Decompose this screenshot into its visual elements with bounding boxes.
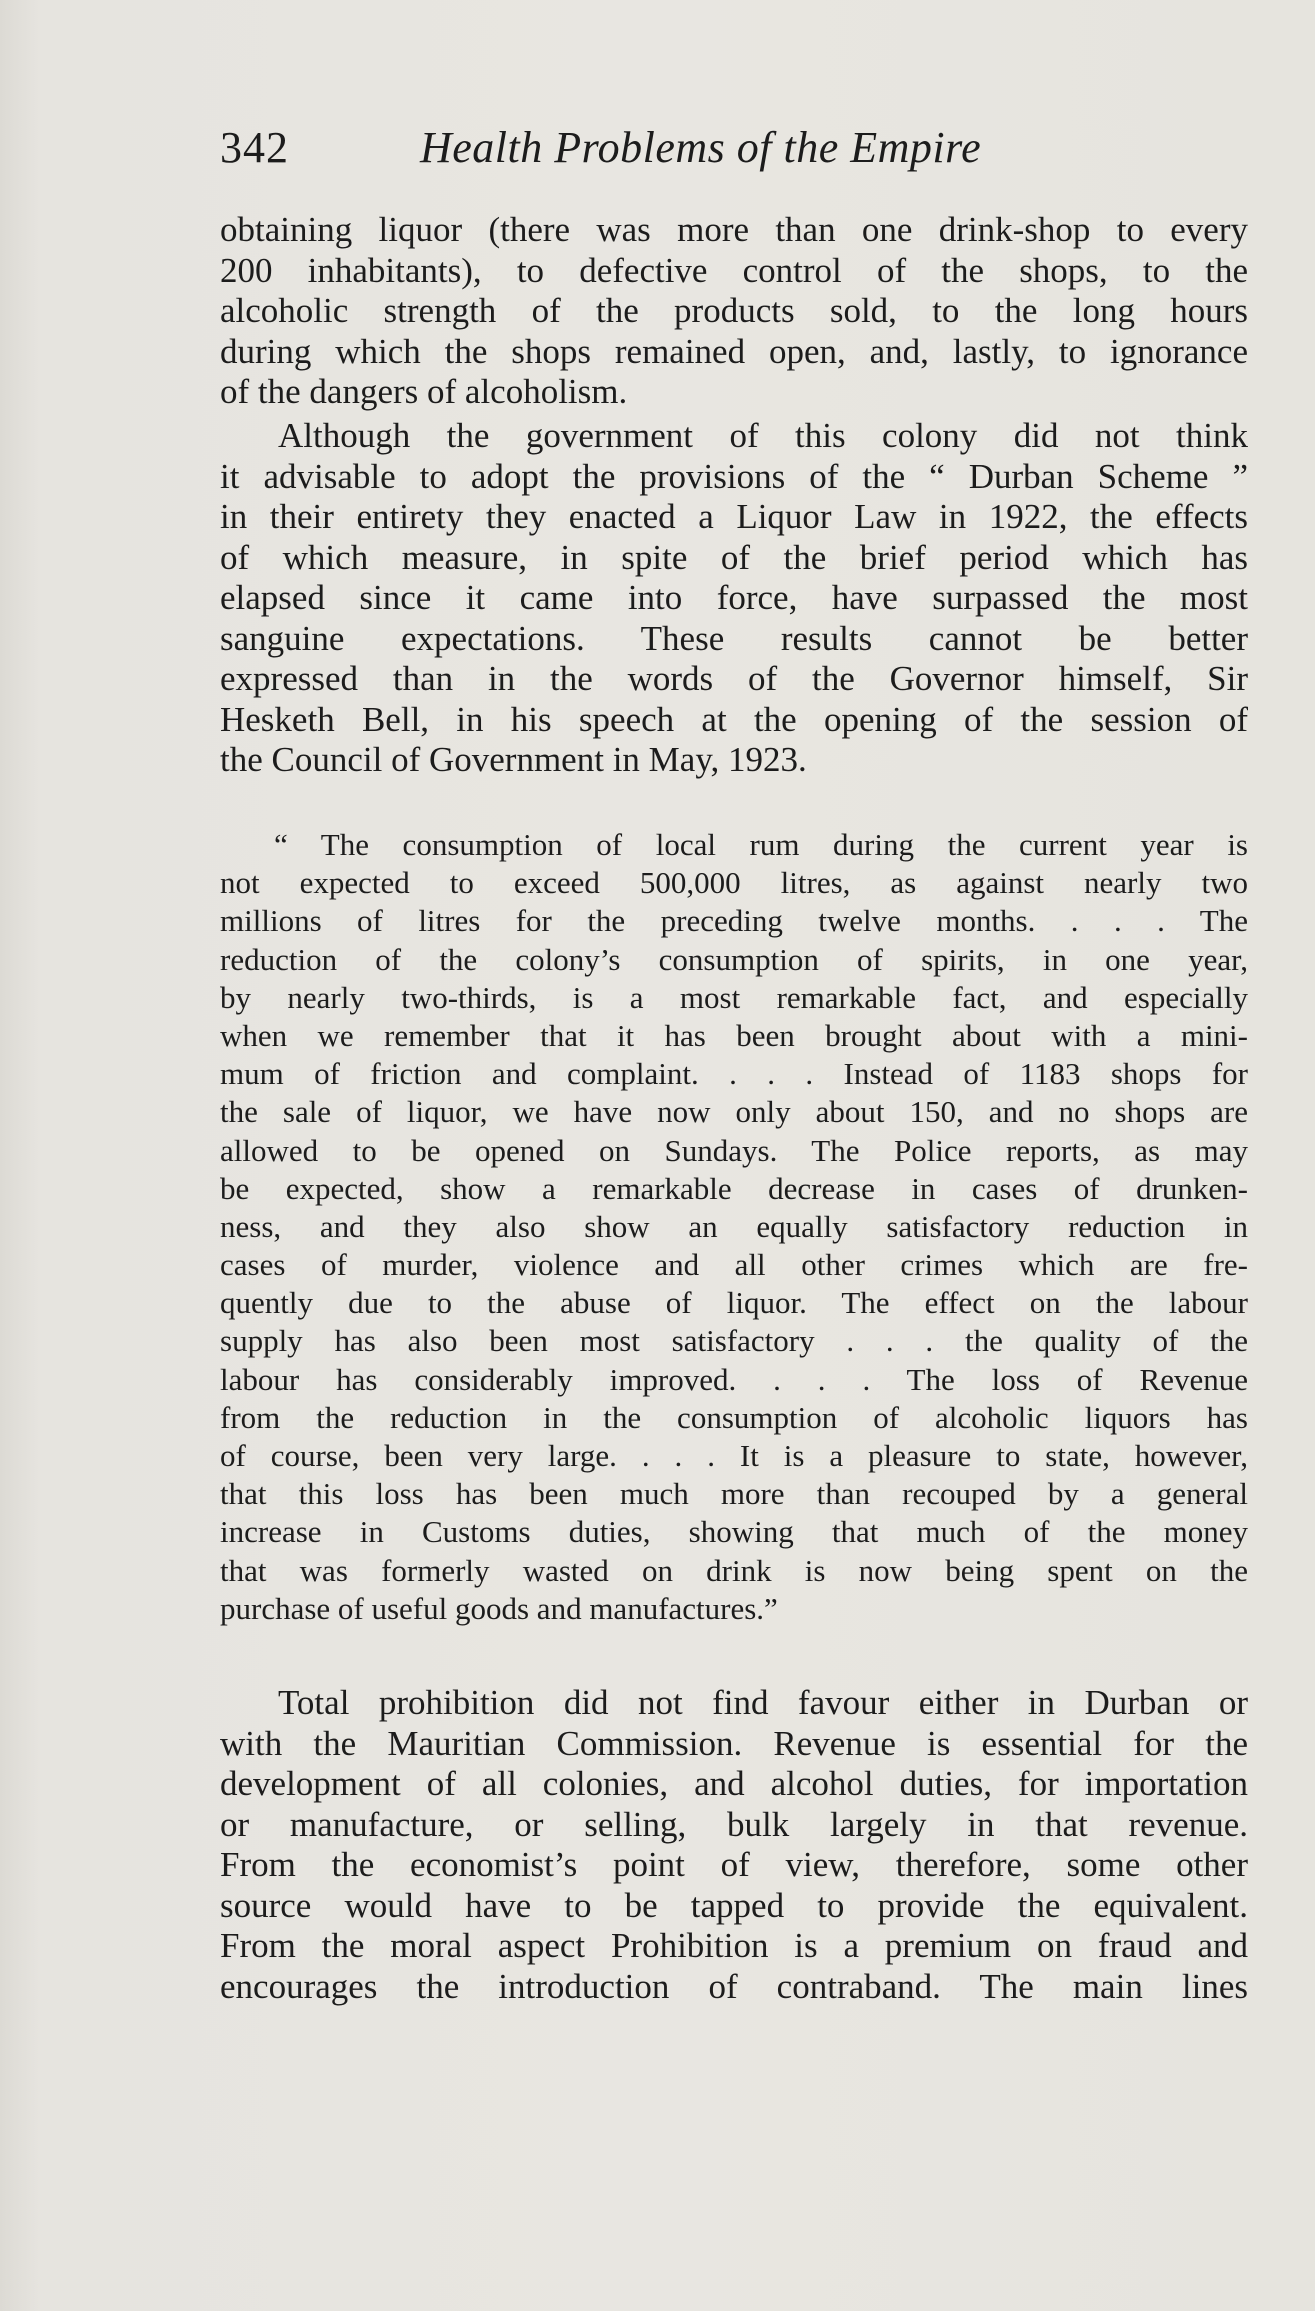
text-line: From the economist’s point of view, therefore, some other	[220, 1845, 1248, 1884]
quote-line: allowed to be opened on Sundays. The Police reports, as may	[220, 1132, 1248, 1168]
text-line: in their entirety they enacted a Liquor Law in 1922, the effects	[220, 497, 1248, 536]
page-number: 342	[220, 123, 289, 172]
text-line: Total prohibition did not find favour either in Durban or	[278, 1683, 1248, 1722]
quote-line: ness, and they also show an equally satisfactory reduction in	[220, 1208, 1248, 1244]
quote-line: when we remember that it has been brought about with a mini-	[220, 1017, 1248, 1053]
text-line: it advisable to adopt the provisions of the “ Durban Scheme ”	[220, 456, 1248, 496]
quote-line: that was formerly wasted on drink is now being spent on the	[220, 1552, 1248, 1588]
paragraph-continued	[220, 210, 1248, 413]
quote-line: increase in Customs duties, showing that much of the money	[220, 1514, 1248, 1550]
text-line: source would have to be tapped to provide the equivalent.	[220, 1885, 1248, 1925]
text-line: during which the shops remained open, and, lastly, to ignorance	[220, 331, 1248, 371]
text-line: of which measure, in spite of the brief period which has	[220, 537, 1248, 577]
text-line: From the moral aspect Prohibition is a premium on fraud and	[220, 1926, 1248, 1965]
quote-line: “ The consumption of local rum during the current year is	[274, 827, 1248, 862]
quote-line: not expected to exceed 500,000 litres, as against nearly two	[220, 865, 1248, 901]
text-line: of the dangers of alcoholism.	[220, 372, 628, 411]
text-line: development of all colonies, and alcohol duties, for importation	[220, 1764, 1248, 1803]
text-line: with the Mauritian Commission. Revenue is essential for the	[220, 1723, 1248, 1763]
quote-line: millions of litres for the preceding twelve months. . . . The	[220, 903, 1248, 939]
paragraph-prohibition	[220, 1683, 1248, 2007]
quote-line: from the reduction in the consumption of alcoholic liquors has	[220, 1399, 1248, 1435]
running-title: Health Problems of the Empire	[420, 123, 982, 172]
quote-line: quently due to the abuse of liquor. The effect on the labour	[220, 1285, 1248, 1321]
text-line: sanguine expectations. These results cannot be better	[220, 618, 1248, 658]
quote-line: the sale of liquor, we have now only about 150, and no shops are	[220, 1094, 1248, 1130]
paragraph-liquor-law	[220, 416, 1248, 781]
text-line: expressed than in the words of the Governor himself, Sir	[220, 659, 1248, 698]
text-line: alcoholic strength of the products sold, to the long hours	[220, 291, 1248, 330]
quote-line: supply has also been most satisfactory . . . the quality of the	[220, 1323, 1248, 1359]
quote-line: reduction of the colony’s consumption of spirits, in one year,	[220, 941, 1248, 977]
text-line: elapsed since it came into force, have surpassed the most	[220, 578, 1248, 617]
quote-line: labour has considerably improved. . . . The loss of Revenue	[220, 1361, 1248, 1397]
quote-line: mum of friction and complaint. . . . Instead of 1183 shops for	[220, 1056, 1248, 1092]
quote-line: that this loss has been much more than recouped by a general	[220, 1476, 1248, 1512]
text-line: Hesketh Bell, in his speech at the opening of the session of	[220, 699, 1248, 739]
quote-line: be expected, show a remarkable decrease in cases of drunken-	[220, 1170, 1248, 1206]
text-line: obtaining liquor (there was more than one drink-shop to every	[220, 210, 1248, 249]
quote-line: of course, been very large. . . . It is a pleasure to state, however,	[220, 1438, 1248, 1473]
page-header	[220, 122, 1240, 182]
block-quote-governor-speech	[220, 826, 1248, 1628]
text-line: the Council of Government in May, 1923.	[220, 740, 807, 779]
quote-line: purchase of useful goods and manufactures.”	[220, 1590, 778, 1626]
text-line: encourages the introduction of contraband. The main lines	[220, 1966, 1248, 2006]
quote-line: cases of murder, violence and all other crimes which are fre-	[220, 1247, 1248, 1283]
text-line: or manufacture, or selling, bulk largely in that revenue.	[220, 1804, 1248, 1844]
text-line: Although the government of this colony did not think	[278, 416, 1248, 455]
quote-line: by nearly two-thirds, is a most remarkable fact, and especially	[220, 979, 1248, 1015]
text-line: 200 inhabitants), to defective control of the shops, to the	[220, 250, 1248, 290]
